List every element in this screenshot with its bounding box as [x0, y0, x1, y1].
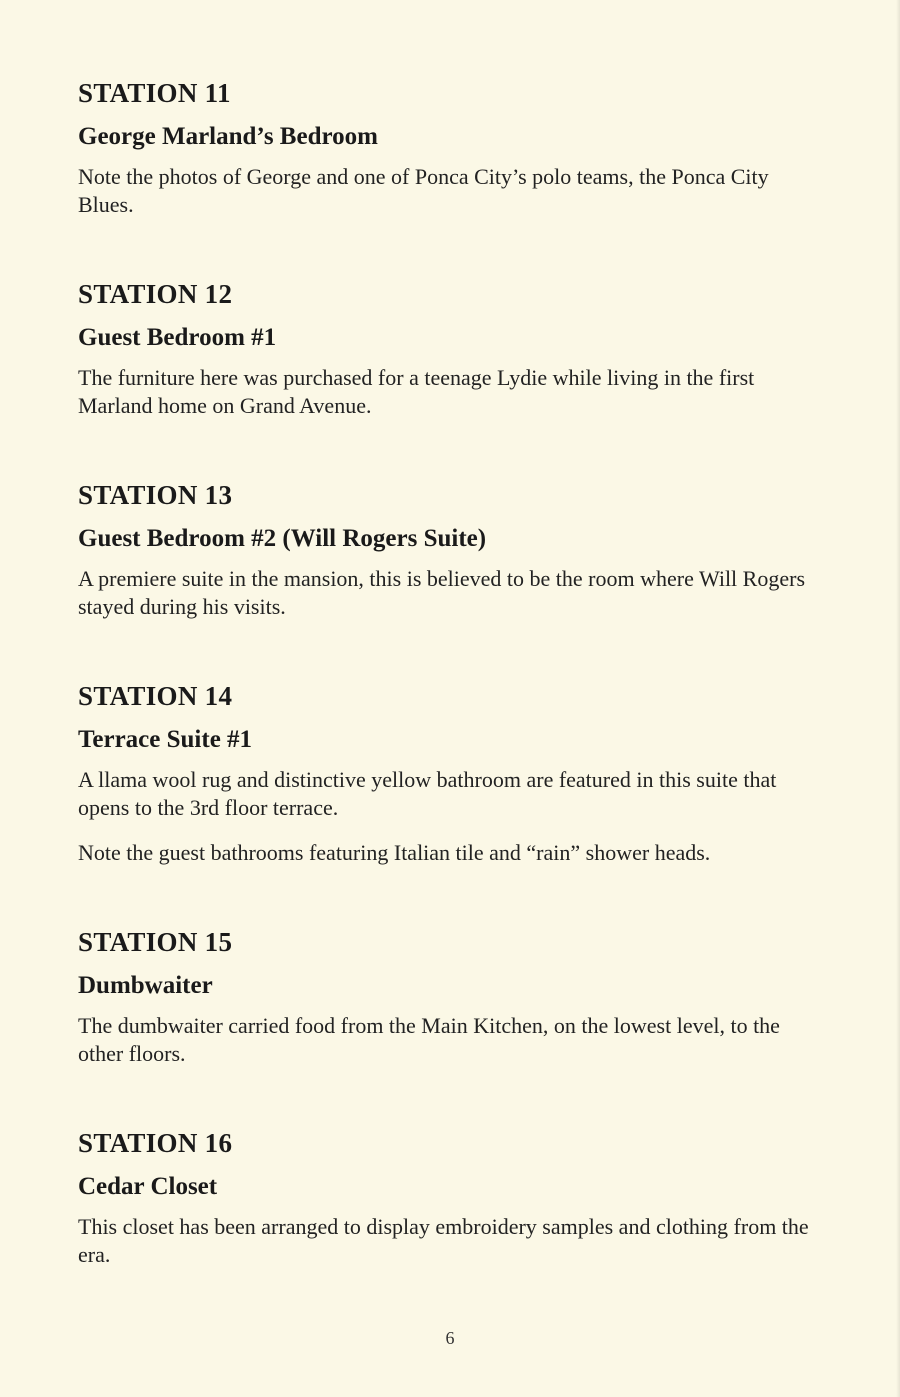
station-title: Dumbwaiter [78, 972, 213, 999]
station-16 [78, 1128, 826, 1269]
station-description: A premiere suite in the mansion, this is believed to be the room where Will Rogers stayed during his visits. [78, 566, 805, 619]
station-description: The dumbwaiter carried food from the Main Kitchen, on the lowest level, to the other floors. [78, 1013, 780, 1066]
station-11 [78, 78, 826, 219]
station-description: A llama wool rug and distinctive yellow bathroom are featured in this suite that opens to the 3rd floor terrace. [78, 767, 777, 820]
station-title: George Marland’s Bedroom [78, 123, 378, 150]
station-number: STATION 14 [78, 681, 233, 711]
station-12 [78, 279, 826, 420]
station-number: STATION 11 [78, 78, 231, 108]
station-15 [78, 927, 826, 1068]
page-edge-shadow [896, 0, 900, 1397]
station-description: This closet has been arranged to display embroidery samples and clothing from the era. [78, 1214, 809, 1267]
stations-list [78, 78, 826, 1269]
station-title: Terrace Suite #1 [78, 726, 253, 753]
station-title: Guest Bedroom #2 (Will Rogers Suite) [78, 525, 487, 552]
station-13 [78, 480, 826, 621]
station-number: STATION 13 [78, 480, 233, 510]
station-description: Note the photos of George and one of Ponca City’s polo teams, the Ponca City Blues. [78, 164, 769, 217]
page-number: 6 [445, 1328, 455, 1348]
station-description: The furniture here was purchased for a teenage Lydie while living in the first Marland home on Grand Avenue. [78, 365, 755, 418]
station-title: Cedar Closet [78, 1173, 218, 1200]
station-number: STATION 16 [78, 1128, 233, 1158]
station-number: STATION 12 [78, 279, 233, 309]
station-number: STATION 15 [78, 927, 233, 957]
station-title: Guest Bedroom #1 [78, 324, 277, 351]
station-14 [78, 681, 826, 867]
station-note: Note the guest bathrooms featuring Italian tile and “rain” shower heads. [78, 840, 711, 865]
